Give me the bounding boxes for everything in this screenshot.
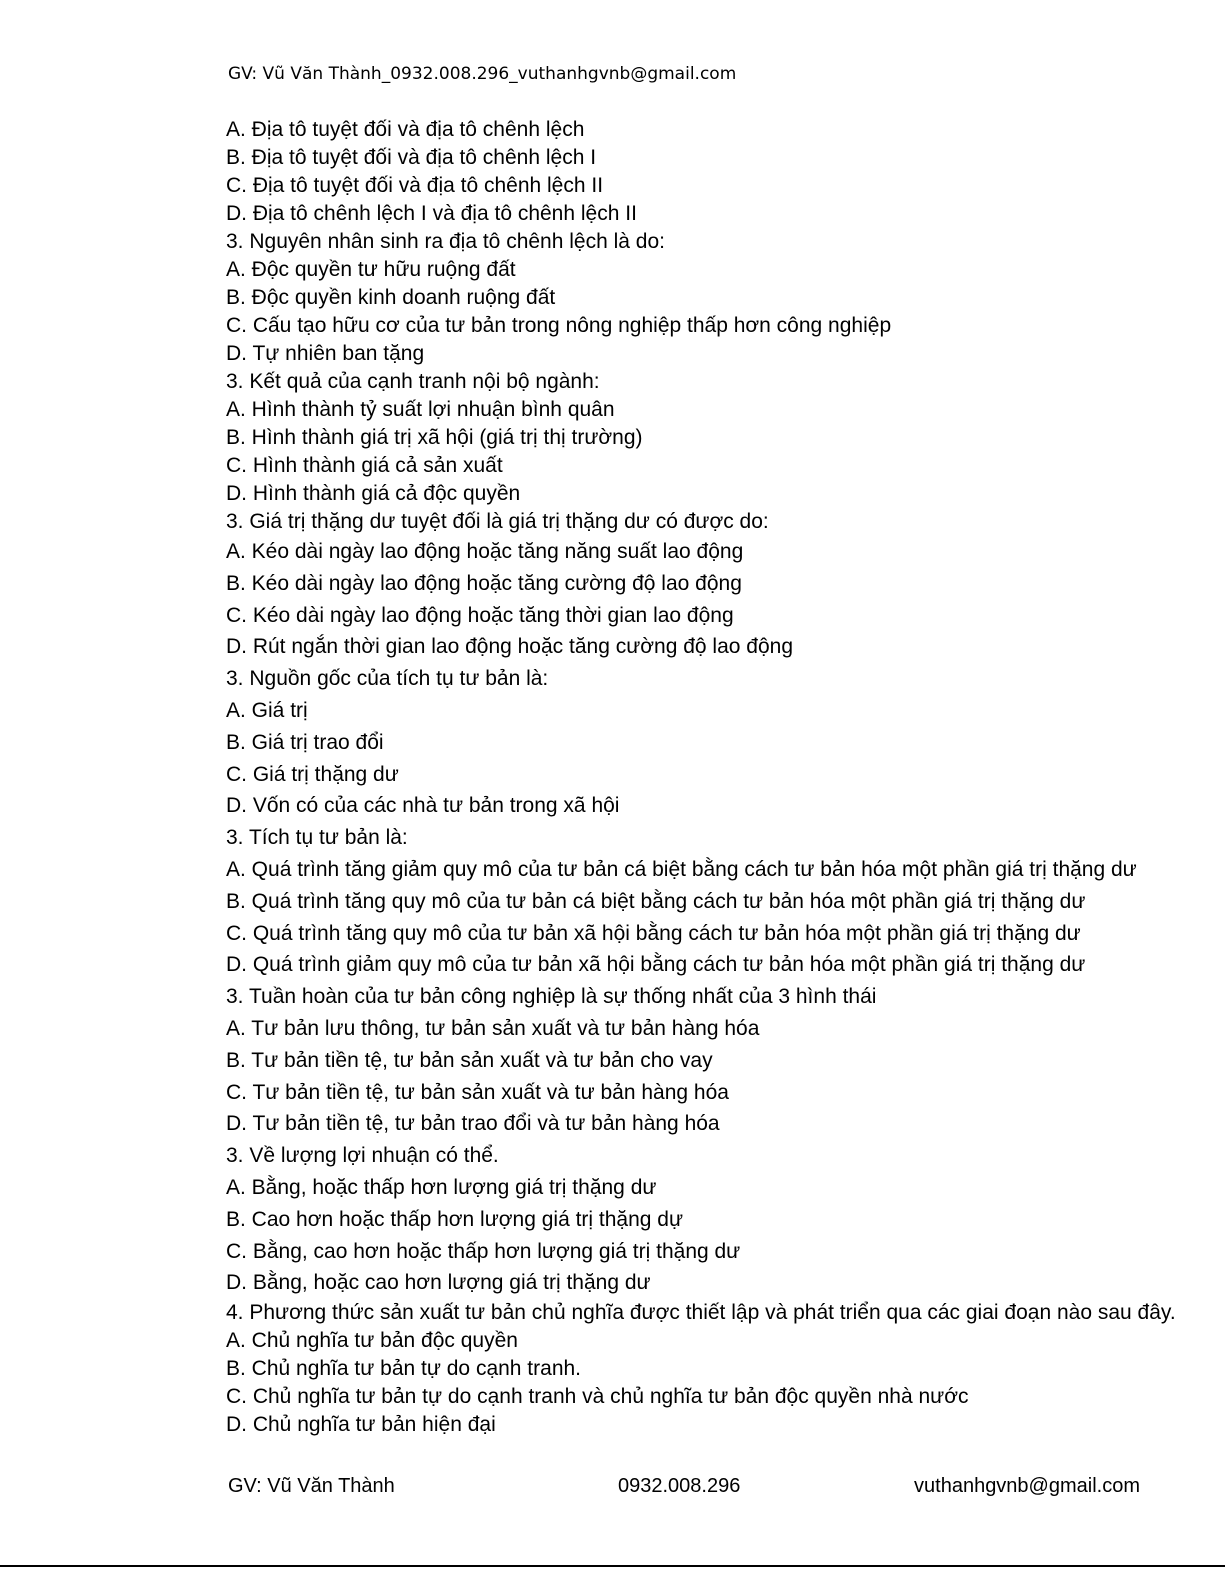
footer-phone: 0932.008.296 (618, 1475, 741, 1497)
answer-option: C. Địa tô tuyệt đối và địa tô chênh lệch II (226, 174, 604, 197)
question-text: 3. Tích tụ tư bản là: (226, 826, 408, 850)
answer-option: C. Cấu tạo hữu cơ của tư bản trong nông nghiệp thấp hơn công nghiệp (226, 314, 892, 337)
question-text: 3. Nguyên nhân sinh ra địa tô chênh lệch là do: (226, 230, 665, 253)
answer-option: B. Quá trình tăng quy mô của tư bản cá biệt bằng cách tư bản hóa một phần giá trị thặng dư (226, 889, 1086, 913)
answer-option: B. Địa tô tuyệt đối và địa tô chênh lệch I (226, 146, 597, 169)
answer-option: C. Bằng, cao hơn hoặc thấp hơn lượng giá trị thặng dư (226, 1239, 741, 1263)
answer-option: D. Chủ nghĩa tư bản hiện đại (226, 1413, 496, 1437)
answer-option: A. Bằng, hoặc thấp hơn lượng giá trị thặng dư (226, 1175, 657, 1199)
question-text: 4. Phương thức sản xuất tư bản chủ nghĩa được thiết lập và phát triển qua các giai đoạn nào sau đây. (226, 1301, 1176, 1325)
answer-option: D. Vốn có của các nhà tư bản trong xã hội (226, 794, 620, 818)
answer-option: A. Giá trị (226, 698, 308, 722)
question-text: 3. Tuần hoàn của tư bản công nghiệp là sự thống nhất của 3 hình thái (226, 985, 877, 1009)
answer-option: C. Giá trị thặng dư (226, 762, 399, 786)
answer-option: A. Kéo dài ngày lao động hoặc tăng năng suất lao động (226, 540, 744, 563)
answer-option: D. Rút ngắn thời gian lao động hoặc tăng cường độ lao động (226, 635, 793, 659)
answer-option: B. Giá trị trao đổi (226, 730, 384, 754)
page-footer (228, 1475, 1140, 1501)
answer-option: A. Tư bản lưu thông, tư bản sản xuất và tư bản hàng hóa (226, 1016, 760, 1040)
answer-option: D. Tư bản tiền tệ, tư bản trao đổi và tư bản hàng hóa (226, 1112, 720, 1136)
answer-option: C. Chủ nghĩa tư bản tự do cạnh tranh và chủ nghĩa tư bản độc quyền nhà nước (226, 1385, 969, 1409)
answer-option: A. Độc quyền tư hữu ruộng đất (226, 258, 516, 281)
question-text: 3. Nguồn gốc của tích tụ tư bản là: (226, 667, 549, 691)
answer-option: D. Địa tô chênh lệch I và địa tô chênh lệch II (226, 202, 637, 225)
answer-option: D. Quá trình giảm quy mô của tư bản xã hội bằng cách tư bản hóa một phần giá trị thặng dư (226, 953, 1086, 977)
page-header: GV: Vũ Văn Thành_0932.008.296_vuthanhgvnb@gmail.com (228, 64, 737, 84)
footer-email: vuthanhgvnb@gmail.com (914, 1475, 1140, 1497)
answer-option: C. Tư bản tiền tệ, tư bản sản xuất và tư bản hàng hóa (226, 1080, 729, 1104)
footer-teacher-name: GV: Vũ Văn Thành (228, 1475, 395, 1497)
question-text: 3. Giá trị thặng dư tuyệt đối là giá trị thặng dư có được do: (226, 510, 769, 533)
answer-option: D. Bằng, hoặc cao hơn lượng giá trị thặng dư (226, 1271, 651, 1295)
answer-option: A. Địa tô tuyệt đối và địa tô chênh lệch (226, 118, 585, 141)
answer-option: C. Hình thành giá cả sản xuất (226, 454, 503, 477)
answer-option: B. Độc quyền kinh doanh ruộng đất (226, 286, 556, 309)
answer-option: B. Kéo dài ngày lao động hoặc tăng cường độ lao động (226, 571, 742, 595)
answer-option: A. Hình thành tỷ suất lợi nhuận bình quân (226, 398, 615, 421)
bottom-divider (0, 1565, 1225, 1567)
question-text: 3. Về lượng lợi nhuận có thể. (226, 1144, 499, 1168)
answer-option: B. Cao hơn hoặc thấp hơn lượng giá trị thặng dự (226, 1207, 684, 1231)
answer-option: B. Chủ nghĩa tư bản tự do cạnh tranh. (226, 1357, 582, 1381)
answer-option: C. Kéo dài ngày lao động hoặc tăng thời gian lao động (226, 603, 734, 627)
answer-option: D. Tự nhiên ban tặng (226, 342, 425, 365)
answer-option: B. Hình thành giá trị xã hội (giá trị thị trường) (226, 426, 643, 449)
question-group-3 (226, 1299, 1211, 1439)
question-group-1 (226, 116, 1211, 536)
answer-option: C. Quá trình tăng quy mô của tư bản xã hội bằng cách tư bản hóa một phần giá trị thặng dư (226, 921, 1081, 945)
answer-option: B. Tư bản tiền tệ, tư bản sản xuất và tư bản cho vay (226, 1048, 713, 1072)
answer-option: A. Chủ nghĩa tư bản độc quyền (226, 1329, 518, 1353)
question-group-2 (226, 536, 1211, 1299)
answer-option: D. Hình thành giá cả độc quyền (226, 482, 521, 505)
question-text: 3. Kết quả của cạnh tranh nội bộ ngành: (226, 370, 600, 393)
answer-option: A. Quá trình tăng giảm quy mô của tư bản cá biệt bằng cách tư bản hóa một phần giá trị thặng dư (226, 857, 1137, 881)
question-content (226, 116, 1211, 1439)
